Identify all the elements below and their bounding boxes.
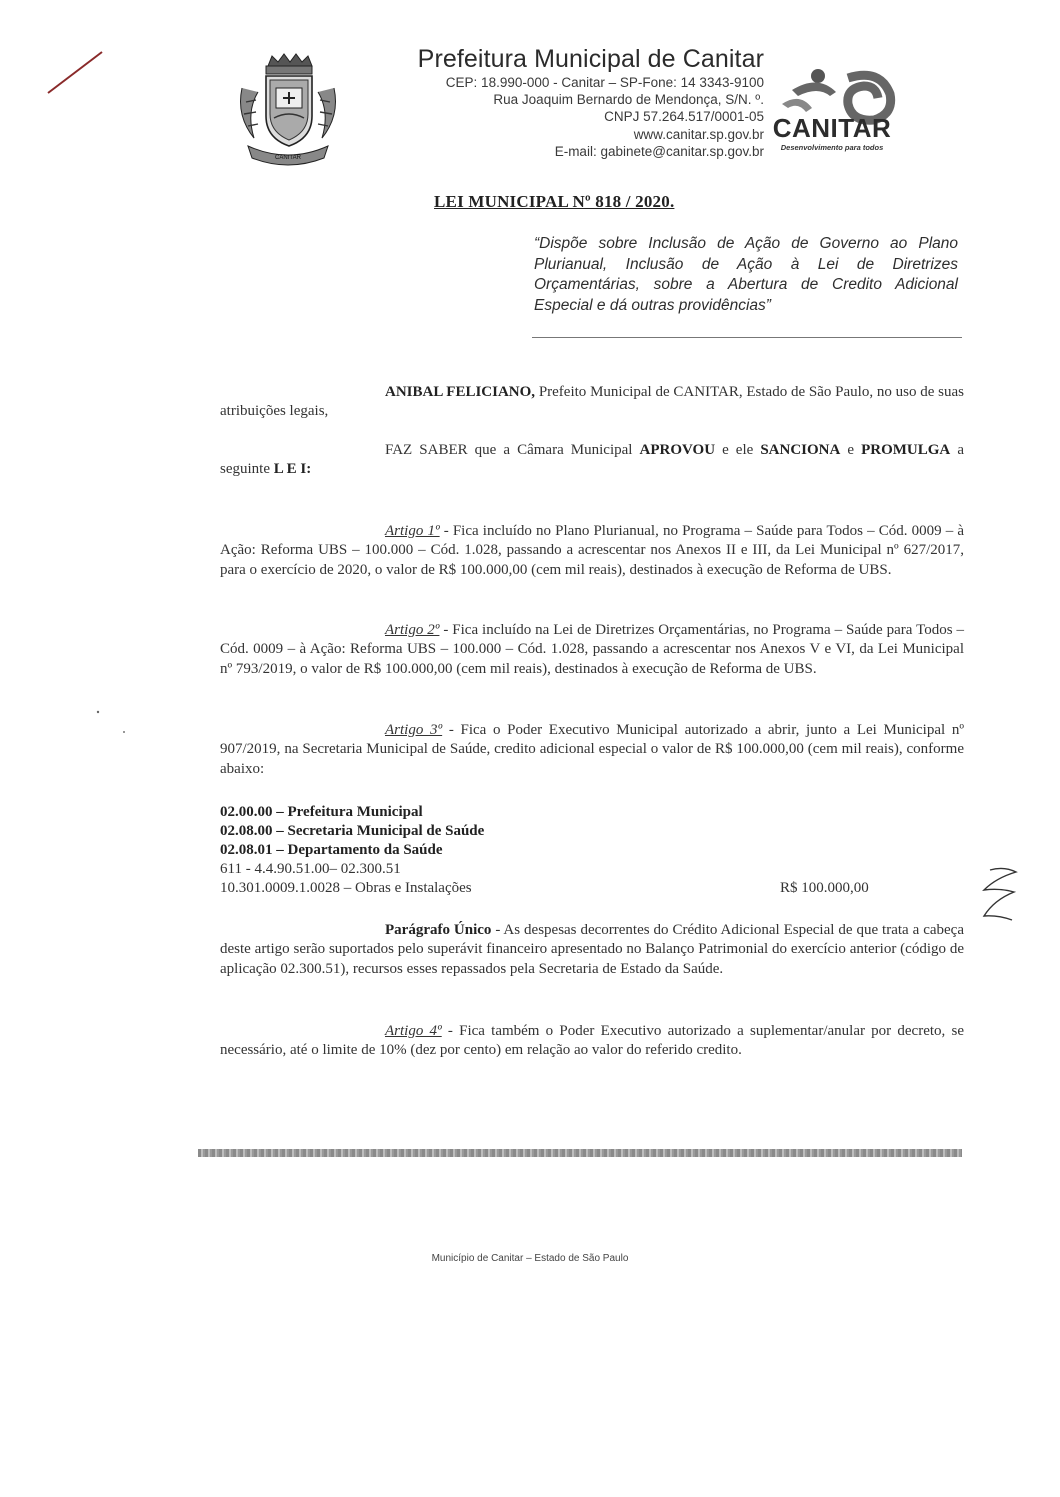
- intro-paragraph: [220, 383, 964, 422]
- ementa-divider: [532, 337, 962, 338]
- budget-line-1: 02.00.00 – Prefeitura Municipal: [220, 804, 423, 820]
- article-3: [220, 721, 964, 779]
- letterhead-cep-phone: CEP: 18.990-000 - Canitar – SP-Fone: 14 3343-9100: [445, 75, 764, 90]
- paragrafo-unico-text: - As despesas decorrentes do Crédito Adicional Especial de que trata a cabeça deste artigo serão suportados pelo superávit financeiro apresentado no Balanço Patrimonial do exercício anterior (código de aplicação 02.300.51), recursos esses repassados pela Secretaria de Estado da Saúde.: [220, 922, 964, 977]
- sanciona-word: SANCIONA: [760, 442, 841, 458]
- letterhead-email: E-mail: gabinete@canitar.sp.gov.br: [554, 143, 764, 159]
- budget-amount: R$ 100.000,00: [780, 880, 869, 896]
- law-ementa: “Dispõe sobre Inclusão de Ação de Governo ao Plano Plurianual, Inclusão de Ação à Lei de Diretrizes Orçamentárias, sobre a Abertura de Credito Adicional Especial e dá outras providências”: [534, 235, 958, 314]
- article-4-label: Artigo 4º: [385, 1023, 442, 1039]
- letterhead-title: Prefeitura Municipal de Canitar: [417, 45, 764, 73]
- scan-speck: [97, 711, 99, 713]
- logo-wordmark: CANITAR: [772, 113, 892, 143]
- budget-line-4: 611 - 4.4.90.51.00– 02.300.51: [220, 861, 401, 877]
- article-1: [220, 522, 964, 580]
- crest-ribbon-label: CANITAR: [275, 155, 301, 161]
- law-title: LEI MUNICIPAL Nº 818 / 2020.: [434, 192, 675, 211]
- article-4: [220, 1022, 964, 1061]
- signature-squiggle-mark: [984, 868, 1016, 920]
- letterhead-cnpj: CNPJ 57.264.517/0001-05: [604, 109, 764, 125]
- logo-tagline: Desenvolvimento para todos: [780, 143, 884, 152]
- scan-speck: [123, 731, 125, 733]
- aprovou-word: APROVOU: [639, 442, 716, 458]
- article-4-text: - Fica também o Poder Executivo autorizado a suplementar/anular por decreto, se necessário, até o limite de 10% (dez por cento) em relação ao valor do referido credito.: [220, 1023, 964, 1059]
- letterhead: [384, 44, 764, 160]
- article-1-text: - Fica incluído no Plano Plurianual, no Programa – Saúde para Todos – Cód. 0009 – à Ação: Reforma UBS – 100.000 – Cód. 1.028, passando a acrescentar nos Anexos II e III, da Lei Municipal nº 627/2017, para o exercício de 2020, o valor de R$ 100.000,00 (cem mil reais), destinados à execução de Reforma de UBS.: [220, 523, 964, 578]
- footer-band: [198, 1149, 962, 1157]
- budget-line-5: 10.301.0009.1.0028 – Obras e Instalações: [220, 880, 472, 896]
- budget-line-3: 02.08.01 – Departamento da Saúde: [220, 842, 443, 858]
- article-3-label: Artigo 3º: [385, 722, 443, 738]
- budget-block: [220, 803, 484, 898]
- mayor-name: ANIBAL FELICIANO,: [385, 384, 536, 400]
- conj-text: e: [840, 442, 862, 458]
- municipal-crest-icon: [232, 52, 344, 170]
- article-2-text: - Fica incluído na Lei de Diretrizes Orçamentárias, no Programa – Saúde para Todos – Cód. 0009 – à Ação: Reforma UBS – 100.000 – Cód. 1.028, passando a acrescentar nos Anexos V e VI, da Lei Municipal nº 793/2019, o valor de R$ 100.000,00 (cem mil reais), destinados à execução de Reforma de UBS.: [220, 622, 964, 677]
- letterhead-website: www.canitar.sp.gov.br: [633, 126, 764, 142]
- paragrafo-unico: [220, 921, 964, 979]
- footer-text: Município de Canitar – Estado de São Paulo: [431, 1253, 629, 1264]
- seguinte-text: a seguinte: [220, 442, 964, 478]
- article-2-label: Artigo 2º: [385, 622, 440, 638]
- article-1-label: Artigo 1º: [385, 523, 440, 539]
- budget-line-2: 02.08.00 – Secretaria Municipal de Saúde: [220, 823, 485, 839]
- article-2: [220, 621, 964, 679]
- faz-saber-paragraph: [220, 441, 964, 480]
- pen-stroke-mark: [48, 52, 102, 93]
- mayor-text: Prefeito Municipal de CANITAR, Estado de São Paulo, no uso de suas atribuições legais,: [220, 384, 964, 420]
- letterhead-address: Rua Joaquim Bernardo de Mendonça, S/N. º.: [493, 92, 764, 108]
- and-he-text: e ele: [715, 442, 761, 458]
- paragrafo-unico-label: Parágrafo Único: [385, 922, 492, 938]
- faz-saber-text: FAZ SABER que a Câmara Municipal: [385, 442, 640, 458]
- lei-word: L E I:: [273, 461, 312, 478]
- article-3-text: - Fica o Poder Executivo Municipal autorizado a abrir, junto a Lei Municipal nº 907/2019, na Secretaria Municipal de Saúde, credito adicional especial o valor de R$ 100.000,00 (cem mil reais), conforme abaixo:: [220, 722, 964, 777]
- promulga-word: PROMULGA: [861, 442, 951, 458]
